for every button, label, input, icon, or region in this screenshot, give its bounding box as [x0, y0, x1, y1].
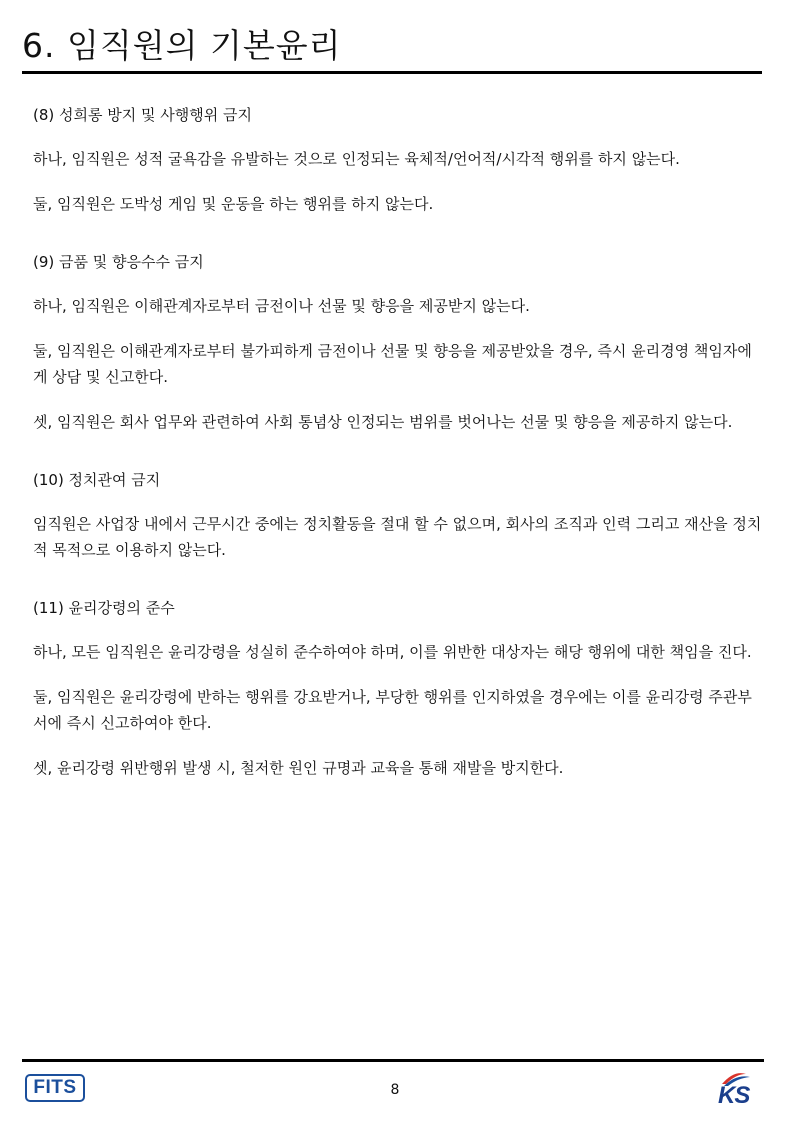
page-title: 6. 임직원의 기본윤리 — [22, 26, 342, 65]
paragraph: 하나, 임직원은 성적 굴욕감을 유발하는 것으로 인정되는 육체적/언어적/시각적 행위를 하지 않는다. — [33, 150, 680, 168]
fits-logo: FITS — [25, 1074, 85, 1102]
paragraph: 둘, 임직원은 도박성 게임 및 운동을 하는 행위를 하지 않는다. — [33, 195, 434, 213]
ks-logo — [716, 1068, 766, 1108]
section-heading: (11) 윤리강령의 준수 — [33, 599, 175, 617]
footer-divider — [22, 1059, 764, 1062]
section-10 — [33, 468, 763, 563]
paragraph: 셋, 윤리강령 위반행위 발생 시, 철저한 원인 규명과 교육을 통해 재발을 방지한다. — [33, 759, 564, 777]
paragraph: 하나, 임직원은 이해관계자로부터 금전이나 선물 및 향응을 제공받지 않는다. — [33, 297, 530, 315]
section-heading: (8) 성희롱 방지 및 사행행위 금지 — [33, 106, 252, 124]
title-divider — [22, 71, 762, 74]
paragraph: 하나, 모든 임직원은 윤리강령을 성실히 준수하여야 하며, 이를 위반한 대상자는 해당 행위에 대한 책임을 진다. — [33, 643, 752, 661]
page-number: 8 — [390, 1082, 400, 1098]
paragraph: 둘, 임직원은 이해관계자로부터 불가피하게 금전이나 선물 및 향응을 제공받았을 경우, 즉시 윤리경영 책임자에게 상담 및 신고한다. — [33, 342, 752, 386]
paragraph: 둘, 임직원은 윤리강령에 반하는 행위를 강요받거나, 부당한 행위를 인지하였을 경우에는 이를 윤리강령 주관부서에 즉시 신고하여야 한다. — [33, 688, 752, 732]
document-body — [33, 103, 763, 814]
section-8 — [33, 103, 763, 217]
section-9 — [33, 250, 763, 435]
section-heading: (10) 정치관여 금지 — [33, 471, 161, 489]
paragraph: 임직원은 사업장 내에서 근무시간 중에는 정치활동을 절대 할 수 없으며, 회사의 조직과 인력 그리고 재산을 정치적 목적으로 이용하지 않는다. — [33, 515, 762, 559]
section-heading: (9) 금품 및 향응수수 금지 — [33, 253, 204, 271]
paragraph: 셋, 임직원은 회사 업무와 관련하여 사회 통념상 인정되는 범위를 벗어나는 선물 및 향응을 제공하지 않는다. — [33, 413, 733, 431]
section-11 — [33, 596, 763, 781]
ks-logo-text: KS — [718, 1082, 750, 1109]
